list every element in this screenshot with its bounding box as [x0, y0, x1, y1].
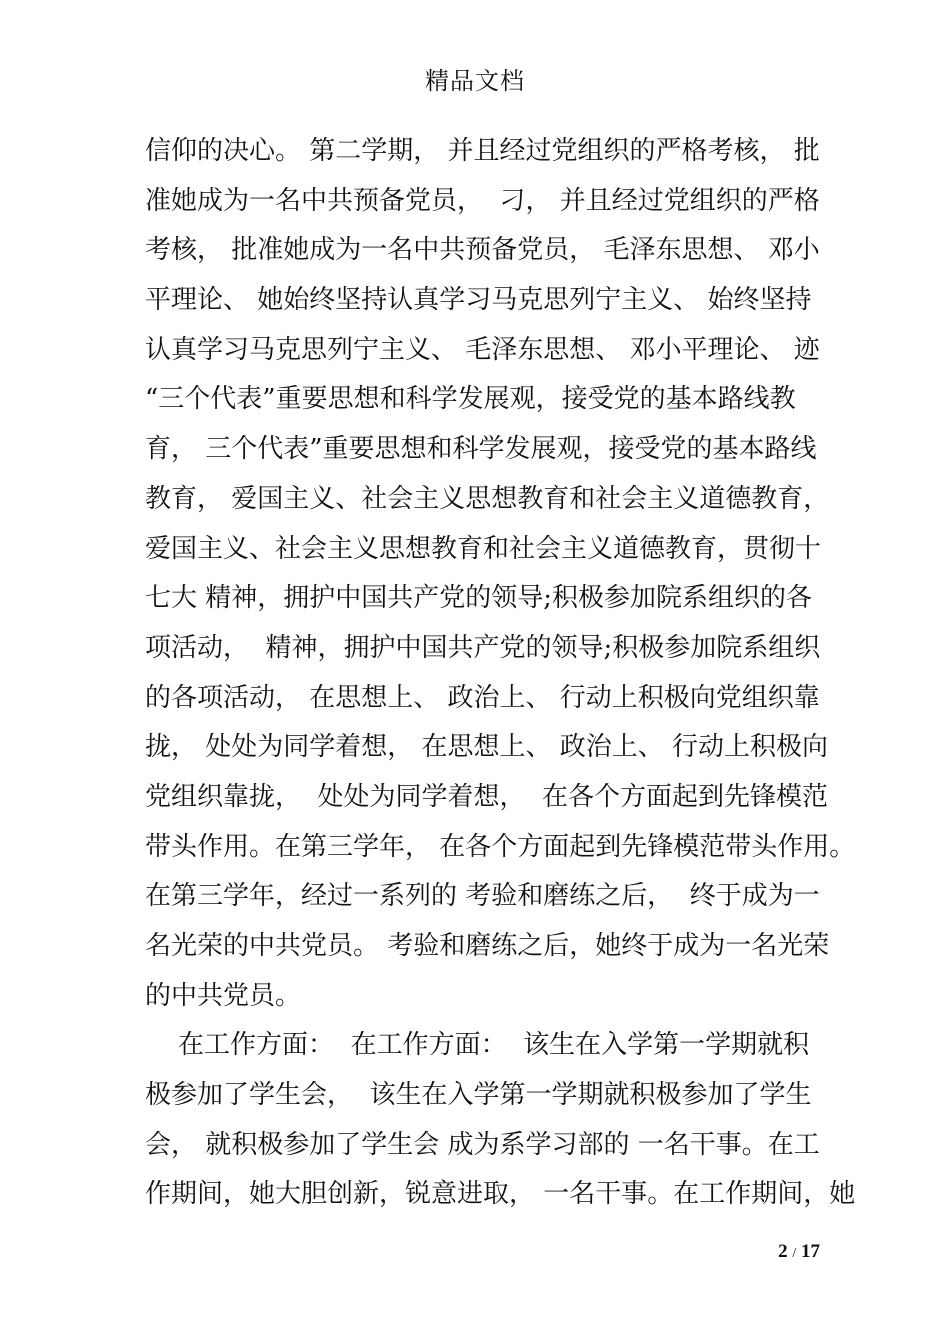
- text-line: 党组织靠拢， 处处为同学着想， 在各个方面起到先锋模范: [145, 781, 829, 812]
- page-separator: /: [792, 1246, 797, 1261]
- text-line: 在第三学年，经过一系列的 考验和磨练之后， 终于成为一: [145, 881, 820, 912]
- text-line: 准她成为一名中共预备党员， 刁， 并且经过党组织的严格: [145, 185, 820, 216]
- text-line: 爱国主义、社会主义思想教育和社会主义道德教育，贯彻十: [145, 533, 822, 564]
- text-line: 会， 就积极参加了学生会 成为系学习部的 一名干事。在工: [145, 1129, 820, 1160]
- text-line: 教育， 爱国主义、社会主义思想教育和社会主义道德教育，: [145, 483, 830, 514]
- page-header: 精品文档: [425, 67, 525, 95]
- text-line: 认真学习马克思列宁主义、 毛泽东思想、 邓小平理论、 迹: [145, 334, 820, 365]
- text-line: 育， 三个代表”重要思想和科学发展观，接受党的基本路线: [145, 434, 817, 465]
- text-line: 信仰的决心。 第二学期， 并且经过党组织的严格考核， 批: [145, 136, 820, 166]
- text-line: 的中共党员。: [145, 980, 302, 1011]
- text-line: 拢， 处处为同学着想， 在思想上、 政治上、 行动上积极向: [145, 732, 829, 763]
- text-line: 七大 精神，拥护中国共产党的领导;积极参加院系组织的各: [145, 583, 813, 614]
- total-pages: 17: [801, 1241, 820, 1262]
- text-line: 名光荣的中共党员。 考验和磨练之后，她终于成为一名光荣: [145, 931, 830, 961]
- text-line: “三个代表”重要思想和科学发展观，接受党的基本路线教: [145, 384, 796, 415]
- text-line: 作期间，她大胆创新，锐意进取， 一名干事。在工作期间，她: [145, 1179, 856, 1210]
- text-line: 的各项活动， 在思想上、 政治上、 行动上积极向党组织靠: [145, 682, 820, 713]
- page-number: [700, 1240, 820, 1266]
- text-line: 考核， 批准她成为一名中共预备党员， 毛泽东思想、 邓小: [145, 235, 820, 266]
- current-page: 2: [778, 1241, 788, 1262]
- text-line: 带头作用。在第三学年， 在各个方面起到先锋模范带头作用。: [145, 831, 856, 862]
- text-line: 在工作方面： 在工作方面： 该生在入学第一学期就积: [145, 1030, 810, 1061]
- text-line: 平理论、 她始终坚持认真学习马克思列宁主义、 始终坚持: [145, 285, 812, 316]
- text-line: 极参加了学生会， 该生在入学第一学期就积极参加了学生: [145, 1080, 812, 1111]
- text-line: 项活动， 精神，拥护中国共产党的领导;积极参加院系组织: [145, 632, 821, 663]
- document-body: [145, 127, 856, 1220]
